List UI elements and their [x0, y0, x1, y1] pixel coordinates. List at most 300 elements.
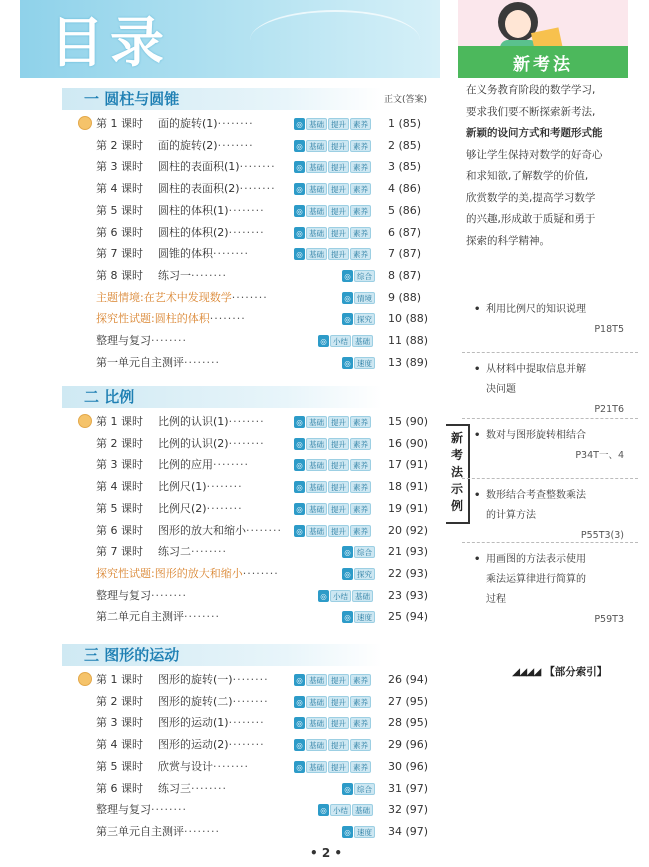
tag-label: 素养 [350, 416, 371, 428]
leader-dots: ········ [184, 610, 220, 624]
leader-dots: ········ [232, 694, 269, 708]
page-ref: 16 (90) [388, 436, 429, 450]
tag-label: 速度 [354, 611, 375, 623]
page-ref: 28 (95) [388, 716, 429, 730]
tag-group [342, 546, 375, 558]
tag-label: 基础 [306, 416, 327, 428]
tag-label: 基础 [352, 335, 373, 347]
toc-row[interactable] [96, 455, 249, 475]
leader-dots: ········ [228, 225, 265, 239]
leader-dots: ········ [191, 268, 227, 282]
tag-icon: ◎ [318, 335, 329, 347]
tag-label: 基础 [306, 227, 327, 239]
page-ref: 22 (93) [388, 566, 429, 580]
tag-label: 提升 [328, 761, 349, 773]
example-label-char: 新 [450, 431, 463, 445]
tag-group [318, 335, 373, 347]
page-ref: 17 (91) [388, 458, 429, 472]
lesson-number: 第 2 课时 [96, 138, 143, 152]
tag-group [294, 696, 371, 708]
example-item [474, 300, 624, 340]
tag-label: 综合 [354, 783, 375, 795]
tag-group [294, 248, 371, 260]
tag-group [294, 717, 371, 729]
page-ref: 8 (87) [388, 268, 422, 282]
lesson-number: 第 5 课时 [96, 203, 143, 217]
lesson-number: 第 1 课时 [96, 117, 143, 130]
intro-line: 的兴趣,形成敢于质疑和勇于 [466, 213, 596, 225]
example-divider [462, 542, 638, 543]
leader-dots: ········ [228, 436, 265, 450]
tag-label: 素养 [350, 161, 371, 173]
lesson-topic: 图形的旋转(一) [158, 673, 233, 686]
lesson-topic: 图形的旋转(二) [158, 694, 233, 708]
leader-dots: ········ [228, 716, 265, 730]
section-header [62, 88, 382, 110]
intro-line: 够让学生保持对数学的好奇心 [466, 148, 603, 161]
tag-group [294, 481, 371, 493]
tag-icon: ◎ [294, 696, 305, 708]
lesson-number: 第 8 课时 [96, 268, 143, 282]
example-line: 乘法运算律进行简算的 [486, 574, 586, 585]
lesson-topic: 圆柱的体积(2) [158, 225, 229, 239]
tag-label: 提升 [328, 525, 349, 537]
tag-group [294, 459, 371, 471]
tag-label: 基础 [306, 761, 327, 773]
example-divider [462, 352, 638, 353]
lesson-number: 第 4 课时 [96, 738, 143, 752]
decorative-swirl [250, 10, 420, 70]
tag-label: 基础 [306, 248, 327, 260]
lesson-number: 第 5 课时 [96, 501, 143, 515]
tag-label: 基础 [306, 481, 327, 493]
tag-group [294, 674, 371, 686]
tag-label: 基础 [306, 459, 327, 471]
page-ref: 34 (97) [388, 824, 429, 838]
lesson-number: 第 2 课时 [96, 694, 143, 708]
leader-dots: ········ [191, 545, 227, 559]
tag-group [342, 611, 375, 623]
lesson-topic: 主题情境:在艺术中发现数学 [96, 290, 232, 304]
tag-label: 基础 [306, 183, 327, 195]
page-ref: 29 (96) [388, 738, 429, 752]
toc-row[interactable] [96, 331, 187, 351]
tag-label: 基础 [306, 503, 327, 515]
tag-group [294, 761, 371, 773]
column-label: 正文(答案) [384, 95, 428, 105]
toc-row[interactable] [96, 434, 265, 454]
tag-label: 提升 [328, 205, 349, 217]
lesson-topic: 整理与复习 [96, 334, 151, 347]
tag-label: 提升 [328, 438, 349, 450]
lesson-topic: 第一单元自主测评 [96, 355, 184, 369]
tag-icon: ◎ [342, 568, 353, 580]
intro-line: 要求我们要不断探索新考法, [466, 105, 596, 118]
toc-row[interactable] [96, 542, 227, 562]
tag-icon: ◎ [342, 546, 353, 558]
leader-dots: ········ [231, 290, 268, 304]
tag-label: 综合 [354, 270, 375, 282]
tag-group [294, 503, 371, 515]
leader-dots: ········ [246, 523, 282, 537]
page-ref: 26 (94) [388, 673, 429, 686]
lesson-number: 第 2 课时 [96, 436, 143, 450]
page-ref: 6 (87) [388, 225, 422, 239]
page-ref: 20 (92) [388, 523, 429, 537]
tag-icon: ◎ [318, 590, 329, 602]
leader-dots: ········ [206, 501, 243, 515]
tag-label: 素养 [350, 183, 371, 195]
tag-icon: ◎ [294, 140, 305, 152]
tag-label: 小结 [330, 804, 351, 816]
example-line: 决问题 [486, 384, 516, 395]
example-label-char: 示 [450, 482, 463, 496]
tag-label: 提升 [328, 696, 349, 708]
example-label-char: 考 [450, 448, 463, 462]
toc-row[interactable] [96, 757, 249, 777]
tag-label: 提升 [328, 416, 349, 428]
page-ref: 4 (86) [388, 182, 422, 196]
tag-icon: ◎ [342, 292, 353, 304]
leader-dots: ········ [151, 803, 187, 817]
lesson-number: 第 1 课时 [96, 673, 143, 686]
tag-icon: ◎ [294, 717, 305, 729]
intro-line: 新颖的设问方式和考题形式能 [466, 127, 603, 139]
lesson-topic: 练习三 [158, 781, 191, 795]
lesson-topic: 比例尺(2) [158, 501, 207, 515]
toc-row[interactable] [96, 114, 254, 134]
lesson-number: 第 3 课时 [96, 160, 143, 174]
example-line: 过程 [486, 594, 506, 605]
tag-group [294, 205, 371, 217]
page-ref: 7 (87) [388, 247, 422, 261]
tag-label: 提升 [328, 717, 349, 729]
toc-row[interactable] [96, 477, 243, 497]
tag-group [342, 568, 375, 580]
example-label [446, 424, 470, 524]
new-exam-banner: 新考法 [458, 46, 628, 78]
tag-label: 提升 [328, 674, 349, 686]
leader-dots: ········ [213, 247, 249, 261]
tag-group [294, 183, 371, 195]
tag-icon: ◎ [294, 227, 305, 239]
tag-label: 探究 [354, 568, 375, 580]
lesson-topic: 第二单元自主测评 [96, 610, 184, 624]
page-ref: 25 (94) [388, 610, 429, 624]
page-title: 目录 [50, 11, 170, 74]
tag-label: 素养 [350, 481, 371, 493]
tag-label: 小结 [330, 590, 351, 602]
example-line: • 数形结合考查整数乘法 [474, 490, 586, 501]
tag-icon: ◎ [294, 205, 305, 217]
tag-label: 提升 [328, 248, 349, 260]
tag-group [342, 826, 375, 838]
lesson-topic: 面的旋转(2) [158, 138, 218, 152]
tag-label: 探究 [354, 313, 375, 325]
tag-label: 提升 [328, 161, 349, 173]
lesson-topic: 比例的认识(1) [158, 415, 229, 428]
tag-label: 提升 [328, 118, 349, 130]
lesson-topic: 练习一 [158, 268, 191, 282]
tag-label: 基础 [306, 161, 327, 173]
lesson-topic: 圆柱的表面积(1) [158, 160, 240, 174]
toc-row[interactable] [96, 244, 249, 264]
toc-row[interactable] [96, 586, 187, 606]
leader-dots: ········ [228, 415, 265, 428]
tag-label: 素养 [350, 227, 371, 239]
tag-icon: ◎ [294, 525, 305, 537]
tag-label: 基础 [352, 590, 373, 602]
tag-icon: ◎ [294, 739, 305, 751]
toc-row[interactable] [96, 800, 187, 820]
toc-row[interactable] [96, 779, 227, 799]
tag-icon: ◎ [342, 611, 353, 623]
example-line: 的计算方法 [486, 510, 536, 521]
tag-icon: ◎ [294, 416, 305, 428]
leader-dots: ········ [232, 673, 269, 686]
tag-group [294, 227, 371, 239]
example-line: • 从材料中提取信息并解 [474, 364, 586, 375]
tag-label: 提升 [328, 739, 349, 751]
lesson-number: 第 6 课时 [96, 225, 143, 239]
tag-group [294, 416, 371, 428]
tag-group [294, 140, 371, 152]
toc-row[interactable] [96, 309, 246, 329]
toc-row[interactable] [96, 499, 243, 519]
example-item [474, 426, 624, 466]
page-ref: 30 (96) [388, 759, 429, 773]
tag-group [342, 357, 375, 369]
page-ref: 10 (88) [388, 312, 429, 326]
tag-icon: ◎ [294, 459, 305, 471]
page-ref: 32 (97) [388, 803, 429, 817]
section-title: 三 图形的运动 [84, 646, 180, 664]
page-ref: 13 (89) [388, 355, 429, 369]
example-ref: P18T5 [594, 324, 624, 335]
example-item [474, 360, 624, 420]
toc-row[interactable] [96, 670, 269, 690]
example-ref: P55T3(3) [580, 530, 624, 541]
tag-label: 综合 [354, 546, 375, 558]
tag-group [294, 739, 371, 751]
lesson-topic: 探究性试题:圆柱的体积 [96, 312, 210, 326]
toc-row[interactable] [96, 157, 276, 177]
toc-row[interactable] [96, 713, 265, 733]
tag-label: 基础 [306, 118, 327, 130]
lesson-topic: 圆柱的表面积(2) [158, 182, 240, 196]
page-ref: 5 (86) [388, 203, 422, 217]
tag-icon: ◎ [294, 481, 305, 493]
leader-dots: ········ [191, 781, 227, 795]
tag-icon: ◎ [294, 674, 305, 686]
page-ref: 3 (85) [388, 160, 422, 174]
page-ref: 18 (91) [388, 480, 429, 494]
example-label-char: 法 [450, 465, 463, 479]
example-divider [462, 478, 638, 479]
toc-row[interactable] [96, 692, 269, 712]
leader-dots: ········ [184, 355, 220, 369]
tag-icon: ◎ [294, 503, 305, 515]
lesson-topic: 整理与复习 [96, 588, 151, 602]
example-label-char: 例 [450, 499, 463, 513]
character-face [505, 10, 531, 38]
tag-icon: ◎ [294, 183, 305, 195]
lesson-topic: 比例的应用 [158, 458, 213, 472]
lesson-topic: 整理与复习 [96, 803, 151, 817]
leader-dots: ········ [213, 458, 249, 472]
tag-icon: ◎ [294, 248, 305, 260]
intro-line: 探索的科学精神。 [466, 234, 550, 247]
section-title: 一 圆柱与圆锥 [84, 90, 180, 108]
toc-row[interactable] [96, 288, 268, 308]
page-ref: 1 (85) [388, 117, 422, 130]
header-band [20, 0, 440, 78]
lesson-number: 第 5 课时 [96, 759, 143, 773]
tag-icon: ◎ [342, 826, 353, 838]
tag-label: 提升 [328, 183, 349, 195]
toc-row[interactable] [96, 564, 279, 584]
tag-label: 基础 [306, 717, 327, 729]
lesson-number: 第 4 课时 [96, 480, 143, 494]
tag-label: 素养 [350, 438, 371, 450]
tag-label: 素养 [350, 696, 371, 708]
lesson-number: 第 1 课时 [96, 415, 143, 428]
leader-dots: ········ [209, 312, 246, 326]
lesson-number: 第 4 课时 [96, 182, 143, 196]
page-ref: 15 (90) [388, 415, 429, 428]
tag-label: 素养 [350, 717, 371, 729]
tag-group [342, 270, 375, 282]
toc-row[interactable] [96, 136, 254, 156]
tag-icon: ◎ [342, 270, 353, 282]
lesson-topic: 面的旋转(1) [158, 117, 218, 130]
toc-row[interactable] [96, 353, 220, 373]
example-item [474, 550, 624, 630]
lesson-number: 第 3 课时 [96, 458, 143, 472]
example-ref: P21T6 [594, 404, 624, 415]
leader-dots: ········ [228, 203, 265, 217]
tag-label: 基础 [306, 140, 327, 152]
lesson-number: 第 6 课时 [96, 781, 143, 795]
leader-dots: ········ [151, 588, 187, 602]
tag-label: 素养 [350, 248, 371, 260]
leader-dots: ········ [228, 738, 265, 752]
intro-line: 欣赏数学的美,提高学习数学 [466, 191, 596, 204]
toc-row[interactable] [96, 412, 265, 432]
toc-row[interactable] [96, 223, 265, 243]
leader-dots: ········ [239, 160, 276, 174]
intro-line: 和求知欲,了解数学的价值, [466, 170, 589, 182]
tag-icon: ◎ [342, 313, 353, 325]
tag-group [294, 161, 371, 173]
tag-icon: ◎ [342, 783, 353, 795]
tag-label: 基础 [306, 696, 327, 708]
leader-dots: ········ [213, 759, 249, 773]
leader-dots: ········ [217, 138, 254, 152]
tag-group [342, 783, 375, 795]
tag-group [318, 804, 373, 816]
example-line: • 用画图的方法表示使用 [474, 554, 586, 565]
toc-row[interactable] [96, 266, 227, 286]
tag-label: 基础 [306, 674, 327, 686]
tag-icon: ◎ [294, 161, 305, 173]
lesson-topic: 圆锥的体积 [158, 247, 213, 261]
leader-dots: ········ [151, 334, 187, 347]
toc-row[interactable] [96, 607, 220, 627]
tag-icon: ◎ [318, 804, 329, 816]
intro-text [466, 80, 634, 252]
tag-icon: ◎ [294, 761, 305, 773]
tag-label: 素养 [350, 118, 371, 130]
tag-label: 速度 [354, 357, 375, 369]
lesson-number: 第 6 课时 [96, 523, 143, 537]
page-ref: 2 (85) [388, 138, 422, 152]
leaf-icon [78, 116, 92, 130]
tag-group [294, 525, 371, 537]
example-ref: P34T一、4 [575, 450, 624, 461]
toc-row[interactable] [96, 201, 265, 221]
example-line: • 数对与图形旋转相结合 [474, 430, 586, 441]
section-title: 二 比例 [84, 388, 135, 406]
tag-group [294, 118, 371, 130]
lesson-number: 第 7 课时 [96, 545, 143, 559]
page-ref: 21 (93) [388, 545, 429, 559]
tag-label: 素养 [350, 459, 371, 471]
leader-dots: ········ [239, 182, 276, 196]
lesson-topic: 圆柱的体积(1) [158, 203, 229, 217]
lesson-number: 第 3 课时 [96, 716, 143, 730]
page-ref: 11 (88) [388, 334, 429, 347]
lesson-topic: 欣赏与设计 [158, 759, 213, 773]
section-header [62, 644, 382, 666]
tag-label: 小结 [330, 335, 351, 347]
tag-icon: ◎ [342, 357, 353, 369]
lesson-topic: 图形的放大和缩小 [158, 523, 246, 537]
tag-group [294, 438, 371, 450]
tag-label: 提升 [328, 227, 349, 239]
tag-label: 提升 [328, 459, 349, 471]
tag-label: 提升 [328, 503, 349, 515]
tag-label: 基础 [306, 438, 327, 450]
example-divider [462, 418, 638, 419]
page-ref: 23 (93) [388, 588, 429, 602]
lesson-topic: 探究性试题:图形的放大和缩小 [96, 566, 243, 580]
leaf-icon [78, 672, 92, 686]
leaf-icon [78, 414, 92, 428]
leader-dots: ········ [242, 566, 279, 580]
tag-icon: ◎ [294, 438, 305, 450]
example-item [474, 486, 624, 546]
tag-label: 基础 [306, 525, 327, 537]
tag-label: 基础 [306, 739, 327, 751]
tag-group [342, 313, 375, 325]
leader-dots: ········ [206, 480, 243, 494]
page-ref: 27 (95) [388, 694, 429, 708]
leader-dots: ········ [184, 824, 220, 838]
tag-label: 素养 [350, 674, 371, 686]
tag-label: 提升 [328, 140, 349, 152]
page-number: • 2 • [310, 846, 343, 860]
arrow-icons: ◢◢◢◢ [512, 666, 541, 678]
toc-row[interactable] [96, 735, 265, 755]
toc-row[interactable] [96, 822, 220, 842]
index-note: ◢◢◢◢ 【部分索引】 [512, 666, 608, 678]
toc-row[interactable] [96, 179, 276, 199]
toc-row[interactable] [96, 521, 282, 541]
example-line: • 利用比例尺的知识说理 [474, 304, 586, 315]
tag-label: 素养 [350, 739, 371, 751]
tag-label: 速度 [354, 826, 375, 838]
